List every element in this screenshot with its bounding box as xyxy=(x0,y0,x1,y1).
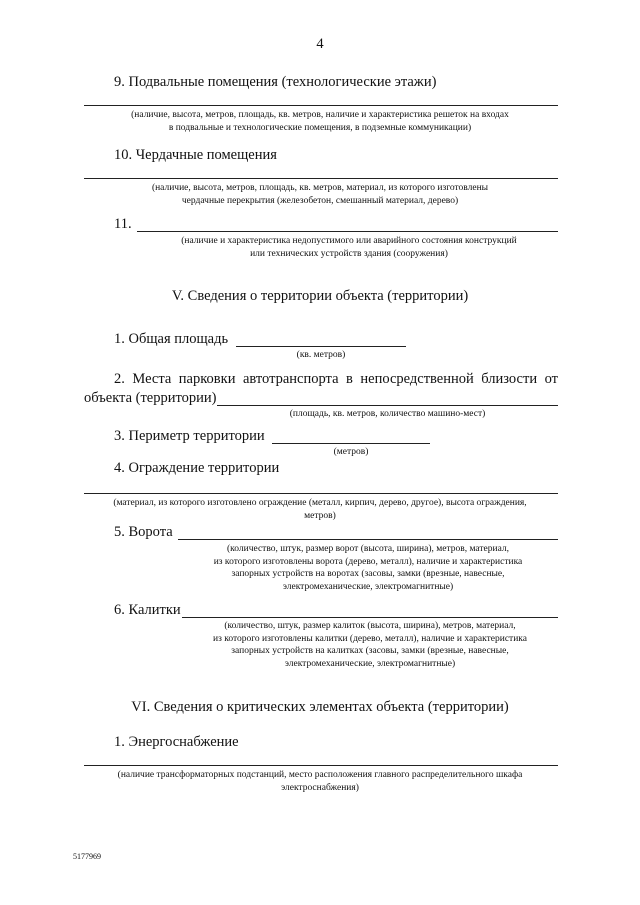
gates-label: 5. Ворота xyxy=(114,524,173,540)
gates-caption: (количество, штук, размер ворот (высота, ширина), метров, материал, из которого изготовлены ворота (дерево, металл), наличие и характеристика запорных устройств на воротах (засовы, замки (врезные, навесные, электромеханические, электромагнитные) xyxy=(213,544,523,592)
item-10-caption: (наличие, высота, метров, площадь, кв. метров, материал, из которого изготовлены чердачные перекрытия (железобетон, смешанный материал, дерево) xyxy=(151,183,489,206)
item-9-fill-line xyxy=(84,105,558,106)
parking-fill-line xyxy=(217,405,558,406)
item-9-caption: (наличие, высота, метров, площадь, кв. метров, наличие и характеристика решеток на входах в подвальные и технологические помещения, в подземные коммуникации) xyxy=(131,110,509,133)
wickets-caption: (количество, штук, размер калиток (высота, ширина), метров, материал, из которого изготовлены калитки (дерево, металл), наличие и характеристика запорных устройств на калитках (засовы, замки (врезные, навесные, электромеханические, электромагнитные) xyxy=(213,621,527,669)
item-11-label: 11. xyxy=(114,216,132,232)
perimeter-label: 3. Периметр территории xyxy=(114,428,265,444)
power-supply-caption: (наличие трансформаторных подстанций, место расположения главного распределительного шкафа электроснабжения) xyxy=(117,770,523,793)
wickets-fill-line xyxy=(182,617,558,618)
parking-label-line2: объекта (территории) xyxy=(84,390,217,406)
page-number: 4 xyxy=(316,36,324,52)
power-supply-fill-line xyxy=(84,765,558,766)
section-6-title: VI. Сведения о критических элементах объекта (территории) xyxy=(131,699,509,715)
gates-fill-line xyxy=(178,539,558,540)
parking-caption: (площадь, кв. метров, количество машино-мест) xyxy=(289,409,486,419)
total-area-fill-line xyxy=(236,346,406,347)
item-10-label: 10. Чердачные помещения xyxy=(114,147,277,163)
perimeter-caption: (метров) xyxy=(333,447,369,457)
power-supply-label: 1. Энергоснабжение xyxy=(114,734,239,750)
fence-label: 4. Ограждение территории xyxy=(114,460,280,476)
item-11-caption: (наличие и характеристика недопустимого или аварийного состояния конструкций или технических устройств здания (сооружения) xyxy=(181,236,517,259)
total-area-caption: (кв. метров) xyxy=(296,350,346,360)
fence-fill-line xyxy=(84,493,558,494)
fence-caption: (материал, из которого изготовлено ограждение (металл, кирпич, дерево, другое), высота ограждения, метров) xyxy=(113,498,527,521)
item-10-fill-line xyxy=(84,178,558,179)
parking-label-line1: 2. Места парковки автотранспорта в непосредственной близости от xyxy=(114,371,558,387)
section-5-title: V. Сведения о территории объекта (территории) xyxy=(171,288,469,304)
item-11-fill-line xyxy=(137,231,558,232)
document-code: 5177969 xyxy=(73,852,101,861)
item-9-label: 9. Подвальные помещения (технологические этажи) xyxy=(114,74,437,90)
total-area-label: 1. Общая площадь xyxy=(114,331,229,347)
perimeter-fill-line xyxy=(272,443,430,444)
wickets-label: 6. Калитки xyxy=(114,602,181,618)
